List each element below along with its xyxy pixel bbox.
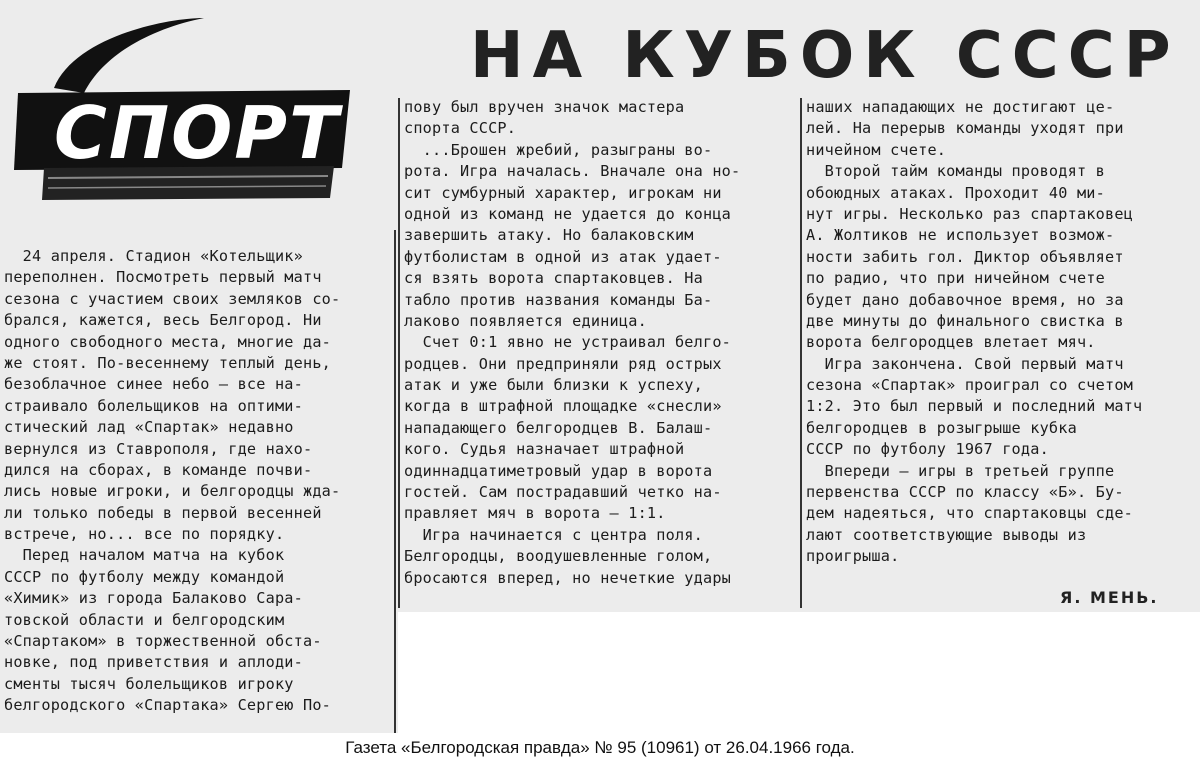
text-line: Перед началом матча на кубок (4, 546, 285, 565)
text-line: первенства СССР по классу «Б». Бу- (806, 483, 1124, 502)
column-divider (398, 98, 400, 608)
text-line: табло против названия команды Ба- (404, 290, 713, 309)
author-signature: Я. МЕНЬ. (1060, 588, 1159, 607)
text-line: стический лад «Спартак» недавно (4, 418, 294, 437)
text-line: Белгородцы, воодушевленные голом, (404, 547, 713, 566)
text-line: дем надеяться, что спартаковцы сде- (806, 504, 1134, 523)
text-line: белгородского «Спартака» Сергею По- (4, 696, 332, 715)
text-line: завершить атаку. Но балаковским (404, 226, 694, 245)
text-line: белгородцев в розыгрыше кубка (806, 418, 1077, 437)
text-line: одной из команд не удается до конца (404, 204, 732, 223)
text-line: Счет 0:1 явно не устраивал белго- (404, 333, 732, 352)
text-line: переполнен. Посмотреть первый матч (4, 268, 322, 287)
text-line: рота. Игра началась. Вначале она но- (404, 162, 741, 181)
text-line: сит сумбурный характер, игрокам ни (404, 183, 722, 202)
text-line: правляет мяч в ворота — 1:1. (404, 504, 666, 523)
logo-text: СПОРТ (54, 91, 341, 175)
text-line: 24 апреля. Стадион «Котельщик» (4, 247, 303, 265)
article-column-1 (4, 246, 394, 717)
text-line: «Химик» из города Балаково Сара- (4, 589, 303, 608)
text-line: нут игры. Несколько раз спартаковец (806, 204, 1134, 223)
text-line: лаково появляется единица. (404, 311, 647, 330)
text-line: когда в штрафной площадке «снесли» (404, 397, 722, 416)
text-line: ворота белгородцев влетает мяч. (806, 333, 1096, 352)
article-column-3 (806, 97, 1198, 568)
sport-logo (14, 18, 354, 203)
text-line: по радио, что при ничейном счете (806, 269, 1105, 288)
text-line: безоблачное синее небо — все на- (4, 375, 303, 394)
text-line: СССР по футболу между командой (4, 567, 285, 586)
text-line: брался, кажется, весь Белгород. Ни (4, 311, 322, 330)
text-line: ничейном счете. (806, 140, 947, 159)
text-line: проигрыша. (806, 547, 900, 566)
text-line: футболистам в одной из атак удает- (404, 247, 722, 266)
text-line: вернулся из Ставрополя, где нахо- (4, 439, 313, 458)
text-line: одиннадцатиметровый удар в ворота (404, 461, 713, 480)
text-line: Игра начинается с центра поля. (404, 525, 703, 544)
text-line: Игра закончена. Свой первый матч (806, 354, 1124, 373)
article-headline: НА КУБОК СССР (470, 19, 1180, 93)
text-line: бросаются вперед, но нечеткие удары (404, 568, 732, 587)
text-line: родцев. Они предприняли ряд острых (404, 354, 722, 373)
text-line: ли только победы в первой весенней (4, 503, 322, 522)
text-line: товской области и белгородским (4, 610, 285, 629)
text-line: обоюдных атаках. Проходит 40 ми- (806, 183, 1105, 202)
text-line: нападающего белгородцев В. Балаш- (404, 418, 713, 437)
text-line: лают соответствующие выводы из (806, 525, 1087, 544)
text-line: А. Жолтиков не использует возмож- (806, 226, 1115, 245)
text-line: СССР по футболу 1967 года. (806, 440, 1049, 459)
text-line: спорта СССР. (404, 119, 517, 138)
image-caption: Газета «Белгородская правда» № 95 (10961) от 26.04.1966 года. (345, 738, 855, 757)
text-line: сезона с участием своих земляков со- (4, 289, 341, 308)
text-line: будет дано добавочное время, но за (806, 290, 1124, 309)
text-line: «Спартаком» в торжественной обста- (4, 632, 322, 651)
text-line: Второй тайм команды проводят в (806, 162, 1105, 181)
text-line: две минуты до финального свистка в (806, 311, 1124, 330)
column-divider (800, 98, 802, 608)
text-line: сменты тысяч болельщиков игроку (4, 674, 294, 693)
article-column-2 (404, 97, 796, 589)
text-line: встрече, но... все по порядку. (4, 525, 285, 544)
text-line: гостей. Сам пострадавший четко на- (404, 483, 722, 502)
text-line: кого. Судья назначает штрафной (404, 440, 685, 459)
column-divider (394, 230, 396, 733)
text-line: одного свободного места, многие да- (4, 332, 332, 351)
text-line: дился на сборах, в команде почви- (4, 460, 313, 479)
text-line: 1:2. Это был первый и последний матч (806, 397, 1143, 416)
text-line: пову был вручен значок мастера (404, 98, 685, 116)
text-line: атак и уже были близки к успеху, (404, 376, 703, 395)
text-line: ности забить гол. Диктор объявляет (806, 247, 1124, 266)
text-line: новке, под приветствия и аплоди- (4, 653, 303, 672)
text-line: страивало болельщиков на оптими- (4, 396, 303, 415)
text-line: же стоят. По-весеннему теплый день, (4, 353, 332, 372)
text-line: лись новые игроки, и белгородцы жда- (4, 482, 341, 501)
text-line: сезона «Спартак» проиграл со счетом (806, 376, 1134, 395)
text-line: Впереди — игры в третьей группе (806, 461, 1115, 480)
text-line: ся взять ворота спартаковцев. На (404, 269, 703, 288)
text-line: лей. На перерыв команды уходят при (806, 119, 1124, 138)
text-line: ...Брошен жребий, разыграны во- (404, 140, 713, 159)
text-line: наших нападающих не достигают це- (806, 98, 1115, 116)
